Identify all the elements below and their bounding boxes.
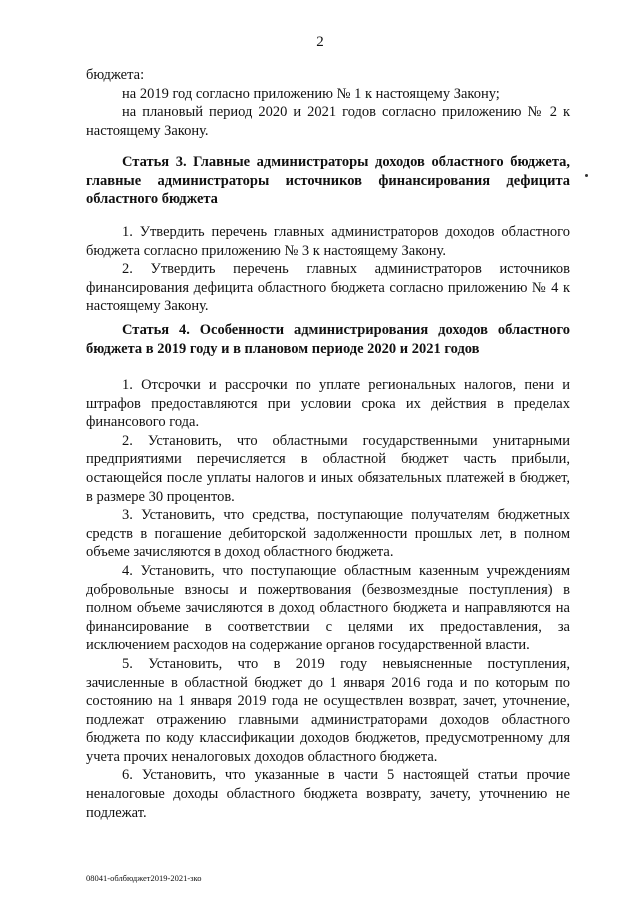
intro-section (86, 66, 570, 140)
intro-line-planned: на плановый период 2020 и 2021 годов согласно приложению № 2 к настоящему Закону. (86, 104, 570, 139)
article-3 (86, 153, 570, 209)
page-number: 2 (316, 34, 324, 50)
article-4 (86, 321, 570, 358)
article-3-title: Статья 3. Главные администраторы доходов областного бюджета, главные администраторы источников финансирования дефицита областного бюджета (86, 154, 570, 208)
article-4-paragraph-2: 2. Установить, что областными государственными унитарными предприятиями перечисляется в областной бюджет часть прибыли, остающейся после уплаты налогов и иных обязательных платежей в бюджет, в размере 30 процентов. (86, 432, 570, 505)
article-4-body (86, 376, 570, 822)
article-4-paragraph-6: 6. Установить, что указанные в части 5 настоящей статьи прочие неналоговые доходы областного бюджета возврату, зачету, уточнению не подлежат. (86, 767, 570, 821)
article-3-paragraph-2: 2. Утвердить перечень главных администраторов источников финансирования дефицита областного бюджета согласно приложению № 4 к настоящему Закону. (86, 261, 570, 315)
footer-document-code: 08041-облбюджет2019-2021-зко (86, 873, 202, 883)
article-4-paragraph-1: 1. Отсрочки и рассрочки по уплате региональных налогов, пени и штрафов предоставляются при условии срока их действия в пределах финансового года. (86, 377, 570, 431)
scan-speck (585, 174, 588, 177)
intro-line-2019: на 2019 год согласно приложению № 1 к настоящему Закону; (122, 85, 500, 102)
article-4-paragraph-5: 5. Установить, что в 2019 году невыясненные поступления, зачисленные в областной бюджет до 1 января 2016 года и по которым по состоянию на 1 января 2019 года не осуществлен возврат, зачет, уточнение, подлежат отражению главными администраторами доходов областного бюджета по коду классификации доходов бюджетов, предусмотренному для учета прочих неналоговых доходов областного бюджета. (86, 655, 570, 765)
intro-line-budget: бюджета: (86, 67, 145, 83)
article-4-paragraph-3: 3. Установить, что средства, поступающие получателям бюджетных средств в погашение дебиторской задолженности прошлых лет, в полном объеме зачисляются в доход областного бюджета. (86, 507, 570, 561)
article-3-paragraph-1: 1. Утвердить перечень главных администраторов доходов областного бюджета согласно приложению № 3 к настоящему Закону. (86, 224, 570, 259)
article-4-title: Статья 4. Особенности администрирования доходов областного бюджета в 2019 году и в плановом периоде 2020 и 2021 годов (86, 322, 570, 357)
article-3-body (86, 223, 570, 316)
article-4-paragraph-4: 4. Установить, что поступающие областным казенным учреждениям добровольные взносы и пожертвования (безвозмездные поступления) в полном объеме зачисляются в доход областного бюджета и направляются на финансирование в соответствии с целями их предоставления, за исключением расходов на содержание органов государственной власти. (86, 562, 570, 654)
